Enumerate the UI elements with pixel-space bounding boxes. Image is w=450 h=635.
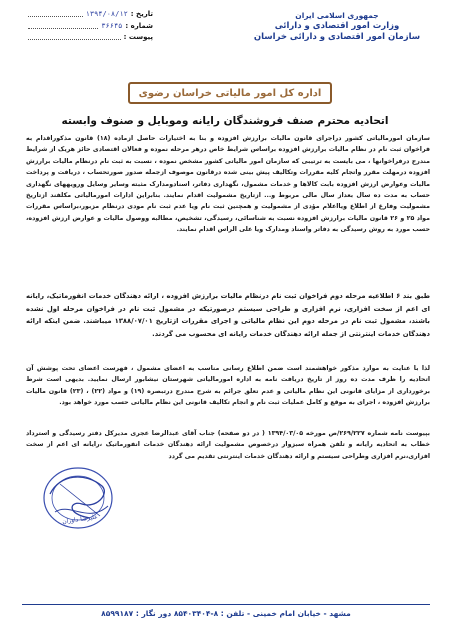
signature-name: علیرضا داوران: [61, 513, 99, 526]
paragraph-3: لذا با عنایت به موارد مذکور خواهشمند است ضمن اطلاع رسانی مناسب به اعضای مشمول ، فهرست اعضای تحت پوشش آن اتحادیه را ظرف مدت ده روز از تاریخ دریافت نامه به اداره امورمالیاتی شهرستان نیشابور ارسال نمایید. بدیهی است شرط برخورداری از مزایای قانونی این نظام مالیاتی و عدم تعلق جرائم به شرح مندرج درتبصره (۱۹) و مواد (۲۲) ، (۲۳) قانون مالیات برارزش افزوده ، اجرای به موقع و کامل عملیات ثبت نام و انجام تکالیف قانونی این نظام مالیاتی حسب مورد خواهد بود.: [26, 365, 430, 407]
number-label: شماره :: [125, 21, 153, 30]
letterhead-line-2: وزارت امور اقتصادی و دارائی: [274, 21, 400, 31]
signature-stroke-3: [60, 484, 100, 516]
paragraph-2: طبق بند ۶ اطلاعیه مرحله دوم فراخوان ثبت نام درنظام مالیات برارزش افزوده ، ارائه دهندگان خدمات انفورماتیک، رایانه ای اعم از سخت افزاری، نرم افزاری و طراحی سیستم درصورتیکه در مشمول ثبت نام در فراخوان مرحله اول نشده باشند، مشمول ثبت نام در مرحله دوم این نظام مالیاتی و اجرای مقررات ازتاریخ ۱۳۸۸/۰۷/۰۱ میباشند. ضمن اینکه ارائه دهندگان خدمات اینترنتی از جمله ارائه دهندگان خدمات رایانه ای محسوب می گردند.: [26, 292, 430, 338]
attachment-label: پیوست :: [123, 33, 153, 41]
number-row: [28, 21, 153, 33]
footer-address: مشهد - خیابان امام خمینی - تلفن : ۸-۸۵۴۰۳۴۰۴ دور نگار : ۸۵۹۹۱۸۷: [101, 609, 351, 618]
attachment-row: [28, 32, 153, 44]
letterhead-line-3: سازمان امور اقتصادی و دارائی خراسان: [253, 32, 421, 42]
number-value: ۳۶۶۴۵: [101, 21, 123, 30]
date-value: ۱۳۹۴/۰۸/۱۲: [85, 10, 128, 18]
paragraph-1: سازمان امورمالیاتی کشور دراجرای قانون مالیات برارزش افزوده و بنا به اختیارات حاصل ازماده (۱۸) قانون مذکوراقدام به فراخوان ثبت نام در نظام مالیات برارزش افزوده براساس شرایط خاص درهر مرحله نموده و فعالان اقتصادی حائز هریک از شرایط مندرج درفراخوانها ، می بایست به ترتیبی که سازمان امور مالیاتی کشور مشخص نموده ، نسبت به ثبت نام درنظام مالیات برارزش افزوده درمهلت مقرر واتجام کلیه مقررات وتکالیف پیش بینی شده درقانون موصوف ازجمله صدور صورتحساب ، دریافت و پرداخت مالیات وعوارض ارزش افزوده بابت کالاها و خدمات مشمول، نگهداری دفاتر، اسنادومدارک مثبته وسایر وسایل ورویههای نگهداری حساب به مدت ده سال بعداز سال مالی مربوط و... ازتاریخ مشمولیت اقدام نمایند. بنابراین ادارات امورمالیاتی مکلفند ازتاریخ مشمولیت وفارغ از اطلاع ویااعلام مؤدی از مشمولیت و همچنین ثبت نام ویا عدم ثبت نام مودی درنظام مزبور،براساس مقررات مواد ۲۵ و ۲۶ قانون مالیات برارزش افزوده نسبت به شناسائی، رسیدگی، تشخیص، مطالبه ووصول مالیات و عوارض ارزش افزوده، حسب مورد به روش رسیدگی به دفاتر واسناد ومدارک ویا علی الراس اقدام نمایند.: [26, 135, 430, 234]
date-dots: [28, 9, 83, 17]
signature-stamp: [30, 454, 125, 549]
department-banner: اداره کل امور مالیاتی خراسان رضوی: [128, 82, 332, 104]
date-row: [28, 9, 153, 21]
letter-meta: [28, 9, 153, 44]
date-label: تاریخ :: [130, 10, 153, 18]
paragraph-4: بپیوست نامه شماره ۲۶۹/۲۲۷/ص مورخه ۱۳۹۴/۰۳/۰۵ ( در دو صفحه) جناب آقای عبدالرضا عجری مدیرکل دفتر رسیدگی و استرداد خطاب به اتحادیه رایانه و تلفن همراه سبزوار درخصوص مشمولیت ارائه دهندگان خدمات انفورماتیک ،رایانه ای اعم از سخت افزاری،نرم افزاری وطراحی سیستم و ارائه دهندگان خدمات اینترنتی تقدیم می گردد: [26, 430, 431, 460]
letterhead: [242, 10, 432, 43]
letter-title: اتحادیه محترم صنف فروشندگان رایانه وموبایل و صنوف وابسته: [61, 115, 389, 127]
attachment-dots: [28, 32, 121, 40]
footer: [0, 604, 450, 624]
footer-rule: [22, 604, 430, 605]
letterhead-line-1: جمهوری اسلامی ایران: [295, 11, 379, 20]
number-dots: [28, 21, 98, 29]
